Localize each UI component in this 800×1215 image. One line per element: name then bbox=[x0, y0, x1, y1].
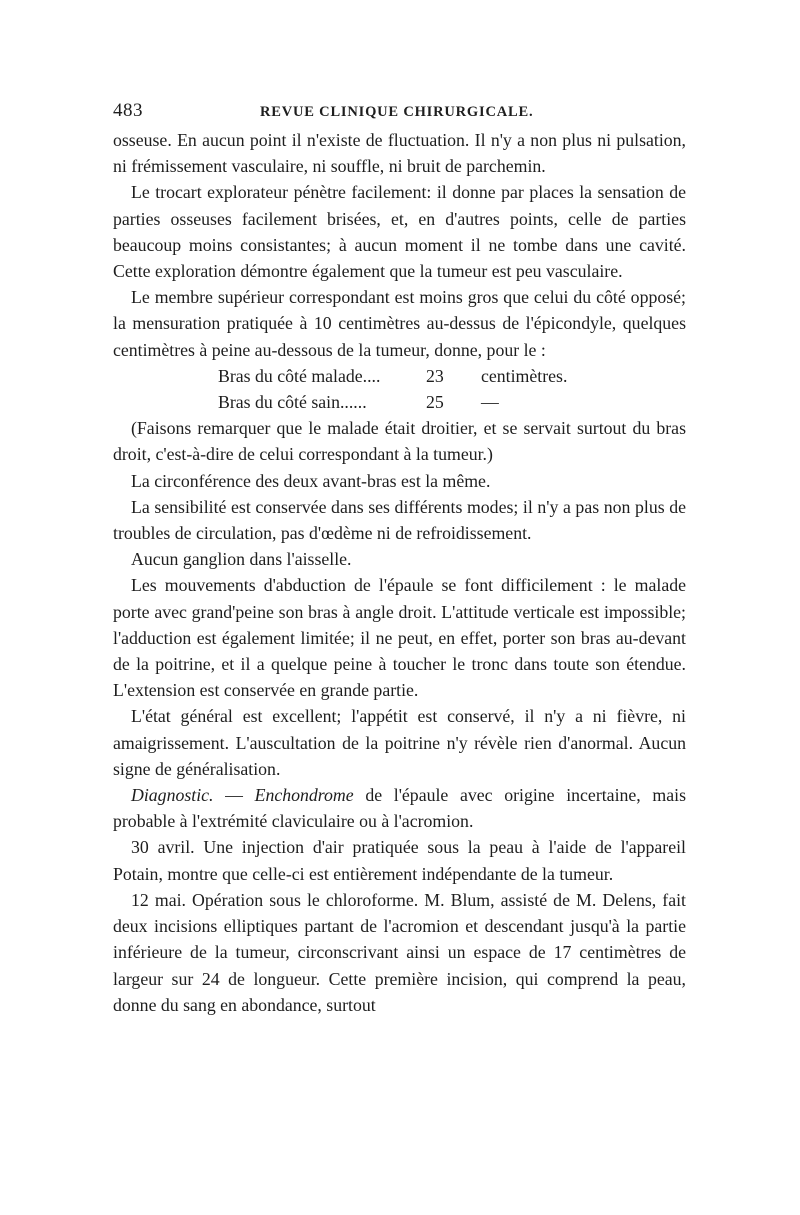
measurement-unit: centimètres. bbox=[481, 365, 568, 386]
paragraph: Aucun ganglion dans l'aisselle. bbox=[131, 549, 352, 570]
measurement-label: Bras du côté sain...... bbox=[218, 392, 367, 413]
measurement-unit: — bbox=[481, 392, 499, 413]
measurement-row bbox=[113, 363, 686, 389]
diagnostic-label: Diagnostic. bbox=[131, 785, 214, 806]
paragraph: Les mouvements d'abduction de l'épaule se font difficilement : le malade porte avec grand'peine son bras à angle droit. L'attitude verticale est impossible; l'adduction est également limitée; il ne peut, en effet, porter son bras au-devant de la poitrine, et il a quelque peine à toucher le tronc dans toute son étendue. L'extension est conservée en grande partie. bbox=[113, 575, 686, 701]
paragraph: 30 avril. Une injection d'air pratiquée sous la peau à l'aide de l'appareil Potain, montre que celle-ci est entièrement indépendante de la tumeur. bbox=[113, 837, 686, 884]
measurement-value: 23 bbox=[426, 365, 444, 386]
page-header bbox=[113, 100, 686, 124]
paragraph: Le trocart explorateur pénètre facilement: il donne par places la sensation de parties osseuses facilement brisées, et, en d'autres points, celle de parties beaucoup moins consistantes; à aucun moment il ne tombe dans une cavité. Cette exploration démontre également que la tumeur est peu vasculaire. bbox=[113, 182, 686, 282]
paragraph: La circonférence des deux avant-bras est la même. bbox=[131, 470, 491, 491]
diagnostic-dash: — bbox=[213, 785, 255, 806]
diagnostic-term: Enchondrome bbox=[254, 785, 354, 806]
diagnostic-text: de l'épaule avec origine incertaine, mais probable à l'extrémité claviculaire ou à l'acromion. bbox=[113, 785, 686, 832]
measurement-value: 25 bbox=[426, 392, 444, 413]
body-text bbox=[113, 127, 686, 1018]
measurement-label: Bras du côté malade.... bbox=[218, 365, 381, 386]
running-title: REVUE CLINIQUE CHIRURGICALE. bbox=[260, 104, 534, 120]
paragraph: 12 mai. Opération sous le chloroforme. M. Blum, assisté de M. Delens, fait deux incisions elliptiques partant de l'acromion et descendant jusqu'à la partie inférieure de la tumeur, circonscrivant ainsi un espace de 17 centimètres de largeur sur 24 de longueur. Cette première incision, qui comprend la peau, donne du sang en abondance, surtout bbox=[113, 889, 686, 1015]
paragraph: La sensibilité est conservée dans ses différents modes; il n'y a pas non plus de troubles de circulation, pas d'œdème ni de refroidissement. bbox=[113, 496, 686, 544]
paragraph: (Faisons remarquer que le malade était droitier, et se servait surtout du bras droit, c'est-à-dire de celui correspondant à la tumeur.) bbox=[113, 418, 686, 465]
measurement-row bbox=[113, 389, 686, 415]
paragraph: osseuse. En aucun point il n'existe de fluctuation. Il n'y a non plus ni pulsation, ni frémissement vasculaire, ni souffle, ni bruit de parchemin. bbox=[113, 130, 686, 177]
paragraph: L'état général est excellent; l'appétit est conservé, il n'y a ni fièvre, ni amaigrissement. L'auscultation de la poitrine n'y révèle rien d'anormal. Aucun signe de généralisation. bbox=[113, 706, 686, 779]
page-number: 483 bbox=[113, 100, 143, 121]
paragraph: Le membre supérieur correspondant est moins gros que celui du côté opposé; la mensuration pratiquée à 10 centimètres au-dessus de l'épicondyle, quelques centimètres à peine au-dessous de la tumeur, donne, pour le : bbox=[113, 287, 686, 360]
diagnostic-paragraph bbox=[113, 782, 686, 834]
